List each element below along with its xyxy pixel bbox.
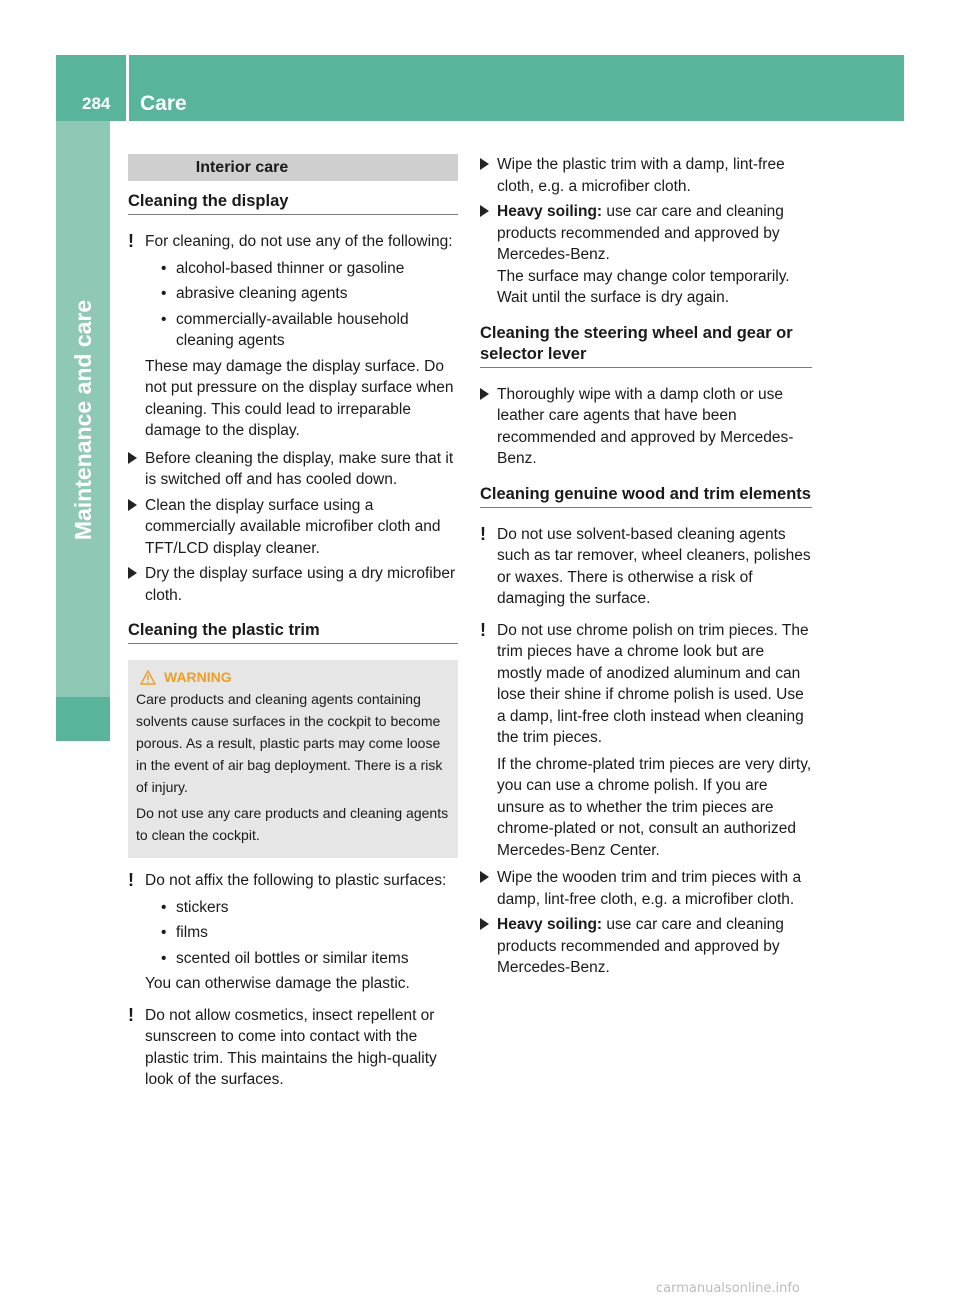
step-text: use car care and cleaning products recommended and approved by Mercedes-Benz. (497, 916, 784, 976)
step-item (480, 867, 812, 910)
step-text: Wipe the plastic trim with a damp, lint-free cloth, e.g. a microfiber cloth. (497, 156, 785, 195)
chapter-label: Maintenance and care (70, 299, 96, 541)
bullet-list (159, 897, 458, 970)
arrow-icon (128, 452, 137, 464)
section-band (128, 154, 458, 181)
side-tab-marker (56, 697, 110, 741)
left-column (128, 154, 458, 1097)
list-item: • alcohol-based thinner or gasoline (159, 258, 458, 280)
notice-text: You can otherwise damage the plastic. (145, 975, 410, 992)
warning-title: WARNING (164, 669, 232, 685)
step-item (480, 914, 812, 979)
exclamation-icon: ! (480, 523, 486, 544)
warning-box (128, 660, 458, 858)
heading-cleaning-plastic: Cleaning the plastic trim (128, 620, 458, 644)
heading-cleaning-display: Cleaning the display (128, 191, 458, 215)
step-text: use car care and cleaning products recommended and approved by Mercedes-Benz. (497, 203, 784, 263)
notice-text: For cleaning, do not use any of the following: (145, 233, 453, 250)
bullet-list (159, 258, 458, 352)
notice-text: Do not use solvent-based cleaning agents such as tar remover, wheel cleaners, polishes or waxes. There is otherwise a risk of damaging the surface. (497, 525, 811, 607)
arrow-icon (480, 205, 489, 217)
step-item (128, 563, 458, 606)
list-item: • abrasive cleaning agents (159, 283, 458, 305)
step-item (128, 448, 458, 491)
step-item (480, 384, 812, 470)
notice-plastic-affix (128, 870, 458, 995)
arrow-icon (480, 871, 489, 883)
exclamation-icon: ! (128, 870, 134, 890)
notice-wood-solvent (480, 524, 812, 610)
arrow-icon (480, 918, 489, 930)
page-number: 284 (82, 94, 111, 113)
heading-cleaning-wood: Cleaning genuine wood and trim elements (480, 484, 812, 508)
header-divider (126, 55, 129, 121)
step-text: Dry the display surface using a dry microfiber cloth. (145, 565, 456, 604)
step-bold-label: Heavy soiling: (497, 203, 603, 220)
step-text: Before cleaning the display, make sure that it is switched off and has cooled down. (145, 449, 454, 488)
exclamation-icon: ! (128, 1004, 134, 1025)
notice-text: Do not allow cosmetics, insect repellent or sunscreen to come into contact with the plastic trim. This maintains the high-quality look of the surfaces. (145, 1006, 437, 1088)
right-column (480, 154, 812, 983)
section-band-title: Interior care (195, 159, 289, 176)
exclamation-icon: ! (480, 619, 486, 640)
warning-text: Do not use any care products and cleaning agents to clean the cockpit. (136, 805, 449, 843)
notice-wood-chrome (480, 620, 812, 862)
list-item: • scented oil bottles or similar items (159, 948, 458, 970)
watermark: carmanualsonline.info (656, 1281, 800, 1296)
notice-text: These may damage the display surface. Do not put pressure on the display surface when cleaning. This could lead to irreparable damage to the display. (145, 357, 454, 439)
list-item: • films (159, 922, 458, 944)
step-text-extra: The surface may change color temporarily. Wait until the surface is dry again. (497, 267, 790, 306)
step-item (480, 154, 812, 197)
warning-header (136, 666, 450, 688)
step-text: Clean the display surface using a commercially available microfiber cloth and TFT/LCD display cleaner. (145, 496, 441, 557)
arrow-icon (128, 499, 137, 511)
exclamation-icon: ! (128, 231, 134, 251)
list-item: • stickers (159, 897, 458, 919)
list-item: • commercially-available household cleaning agents (159, 309, 458, 352)
step-item (128, 495, 458, 560)
notice-text: Do not use chrome polish on trim pieces. The trim pieces have a chrome look but are mostly made of anodized aluminum and can lose their shine if chrome polish is used. Use a damp, lint-free cloth instead when cleaning the trim pieces. (497, 621, 809, 746)
step-text: Thoroughly wipe with a damp cloth or use leather care agents that have been recommended and approved by Mercedes-Benz. (497, 385, 794, 467)
notice-plastic-cosmetics (128, 1005, 458, 1091)
warning-triangle-icon (140, 670, 156, 685)
notice-display (128, 231, 458, 442)
arrow-icon (128, 567, 137, 579)
step-text: Wipe the wooden trim and trim pieces with a damp, lint-free cloth, e.g. a microfiber cloth. (497, 869, 802, 908)
step-bold-label: Heavy soiling: (497, 916, 603, 933)
heading-cleaning-steering: Cleaning the steering wheel and gear or selector lever (480, 323, 812, 368)
step-item (480, 201, 812, 309)
notice-text: If the chrome-plated trim pieces are very dirty, you can use a chrome polish. If you are unsure as to whether the trim pieces are chrome-plated or not, consult an authorized Mercedes-Benz Center. (497, 755, 812, 859)
arrow-icon (480, 388, 489, 400)
notice-text: Do not affix the following to plastic surfaces: (145, 872, 447, 889)
arrow-icon (480, 158, 489, 170)
warning-text: Care products and cleaning agents containing solvents cause surfaces in the cockpit to become porous. As a result, plastic parts may come loose in the event of air bag deployment. There is a risk of injury. (136, 691, 443, 795)
page-title: Care (140, 92, 187, 115)
